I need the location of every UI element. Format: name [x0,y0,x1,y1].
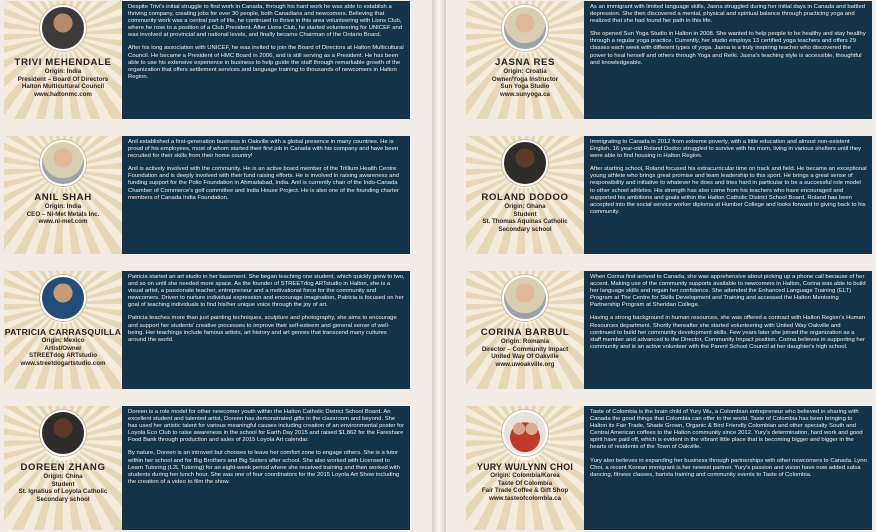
profile-card-trivi-mehendale [4,1,410,119]
profile-description [584,406,872,530]
description-paragraph: Anil is actively involved with the community. He is an active board member of the Trillium Health Centre Foundation and is deeply involved with their fund raising efforts. He is involved in raising awareness and funding support for the Polio Foundation in Ahmadabad, India. Anil is currently chair of the Indo-Canada Chamber of Commerce's golf committee and India House Project. He is also one of the founding charter members of Canada India Foundation. [128,166,400,201]
role: Student [51,480,75,488]
profile-panel [466,136,584,254]
profile-card-doreen-zhang [4,406,410,530]
person-name: JASNA RES [495,57,555,68]
profile-description [122,136,410,254]
origin: Origin: India [44,68,82,75]
origin: Origin: Croatia [503,68,547,75]
profile-card-yury-wu-lynn-choi [466,406,872,530]
organization: Halton Multicultural Council [21,83,105,91]
profile-card-roland-dodoo [466,136,872,254]
person-name: TRIVI MEHENDALE [14,57,112,68]
person-name: CORINA BARBUL [480,327,570,338]
profile-panel [466,1,584,119]
description-paragraph: Immigrating to Canada in 2012 from extreme poverty, with a little education and almost non-existent English, 16 year-old Roland Dodoo struggled to survive with his mom, living in various shelters until they were able to find housing in Halton Region. [590,139,862,160]
person-name: ANIL SHAH [34,192,92,203]
school-type: Secondary school [36,495,90,503]
profile-card-patricia-carrasquilla [4,271,410,389]
person-name: ROLAND DODOO [481,192,569,203]
website: www.tasteofcolombia.ca [489,494,561,502]
website: www.streetdogartstudio.com [20,359,106,367]
profile-panel [4,406,122,530]
origin: Origin: Ghana [504,203,546,210]
description-paragraph: Taste of Colombia is the brain child of Yury Wu, a Colombian entrepreneur who believed in sharing with Canada the good things that Colombia can offer to the world. Taste of Colombia has been bringing to Halton its Fair Trade, Shade Grown, Organic & Bird Friendly Colombian and other specialty South and Central American coffees to the Halton community since 2012. Yury's determination, hard work and good spirit have paid off, which is evident in the vibrant little place that is becoming bigger and bigger in the hearts of residents of the Town of Oakville. [590,409,863,451]
website: www.haltonmc.com [34,90,92,98]
profile-panel [4,1,122,119]
avatar [40,275,86,321]
origin: Origin: China [43,473,83,480]
profile-panel [466,271,584,389]
role: Director – Community Impact [481,345,569,353]
profile-card-anil-shah [4,136,410,254]
profile-description [122,271,410,389]
role: President – Board Of Directors [17,75,109,83]
person-name: YURY WU/LYNN CHOI [476,462,574,472]
profile-description [584,136,872,254]
website: www.sunyoga.ca [500,90,550,98]
description-paragraph: After his long association with UNICEF, he was invited to join the Board of Directors at Halton Multicultural Council. He became a President of HMC Board in 2006, and is still serving as a President. He has been able to use his extensive experience in business to help guide the staff through remarkable growth of the organization that offers settlement services and language training to thousands of newcomers in Halton Region. [128,45,404,80]
profile-description [122,406,410,530]
description-paragraph: Patricia started an art studio in her basement. She began teaching one student, which quickly grew to two, and so on until she needed more space. As the founder of STREETdog ARTstudio in Halton, she is a visual artist, a passionate teacher, entrepreneur and a motivational force for the community and newcomers. Driven to nurture individual expression and encourage imagination, Patricia is focused on her goal of teaching individuals to find his/her unique voice through the joy of art. [128,274,405,309]
profile-card-corina-barbul [466,271,872,389]
description-paragraph: Patricia teaches more than just painting techniques, sculpture and photography, she aims to encourage and support her students' creative processes to improve their self-esteem and general sense of well-being. Her teachings include famous artists, art history and art genres that transcend many cultures around the world. [128,315,397,343]
description-paragraph: Anil established a first-generation business in Oakville with a global presence in many countries. He is proud of his employees, most of whom started their first job in Canada with his company and have been recruited for their skills from their home country! [128,139,399,160]
description-paragraph: Doreen is a role model for other newcomer youth within the Halton Catholic District School Board. An excellent student and talented artist, Doreen has demonstrated gifts in the classroom and beyond. She has used her artistic talent for various meaningful causes including creation of an environmental poster for Loyola Eco Club to raise awareness in the school for Earth Day 2015 and raised $1,862 for the Fareshare Food Bank through production and sales of 2015 Loyola Art calendar. [128,409,405,444]
person-name: DOREEN ZHANG [20,462,106,473]
origin: Origin: India [44,203,82,210]
origin: Origin: Colombia/Korea [490,472,560,479]
description-paragraph: Having a strong background in human resources, she was offered a contract with Halton Region's Human Resources department. Shortly thereafter she started volunteering with United Way Oakville and continued to build her community development skills. Few years later she joined the organization as a staff member and advanced to the Director, Community Impact position. Corina believes in supporting her community and is an active volunteer with the Parent School Council at her daughter's high school. [590,315,866,350]
avatar [40,410,86,456]
organization: STREETdog ARTstudio [28,352,98,360]
avatar [502,140,548,186]
avatar [502,275,548,321]
profile-panel [4,136,122,254]
role: Owner/Yoga Instructor [491,75,559,83]
origin: Origin: Romania [500,338,550,345]
role: Artist/Owner [44,344,82,352]
profile-description [584,1,872,119]
profile-description [122,1,410,119]
website: www.ni-met.com [38,218,88,226]
avatar [40,5,86,51]
description-paragraph: By nature, Doreen is an introvert but chooses to leave her comfort zone to engage others. She is a tutor within her school and for Big Brothers and Big Sisters after school. She also worked with Licensed to Learn Tutoring (L2L Tutoring) for an eight-week period where she received training and then worked with students during her lunch hour. She was one of four coordinators for the 2015 Loyola Art Show including the creation of a video to film the show. [128,450,400,485]
avatar [502,410,548,456]
role: CEO – Ni-Met Metals Inc. [26,210,100,218]
profile-panel [466,406,584,530]
description-paragraph: As an immigrant with limited language skills, Jasna struggled during her initial days in Canada and battled depression. She then discovered a mental, physical and spiritual balance through practicing yoga and realized that she had found her path in this life. [590,4,866,25]
description-paragraph: After starting school, Roland focused his extracurricular time on track and field. He became an exceptional young athlete who brings great promise and team leadership to this sport. He brings a great sense of responsibility and initiative to whatever he does and tries hard in particular to be a successful role model to other school athletes. His strength has also come from his teachers who have encouraged and supported his ambitions and goals within the Halton Catholic District School Board. Roland has been accepted into the social service worker diploma at Humber College and looks forward to giving back to his community. [590,166,867,215]
description-paragraph: She opened Sun Yoga Studio in Halton in 2008. She wanted to help people to be healthy and stay healthy through a regular yoga practice. Currently, her studio employs 13 certified yoga teachers and offers 29 classes each week with different types of yoga. Jasna is a truly inspiring teacher who discovered the power to heal herself and others through Yoga and Reiki. Jasna's teaching style is accessible, thoughtful and knowledgeable. [590,31,866,66]
role: Student [513,210,537,218]
school: St. Thomas Aquinas Catholic [482,218,568,226]
description-paragraph: Despite Trivi's initial struggle to find work in Canada, through his hard work he was able to establish a thriving company, creating jobs for over 30 people, both Canadians and newcomers. Believing that community work was a central part of life, he continued to thrive in this area volunteering with Lions Club, where he rose to a position of a Club President. After Lions Club, he started volunteering for UNICEF and was involved at provincial and national levels, and finally became Chairman of the Ontario Board. [128,4,403,39]
avatar [502,5,548,51]
origin: Origin: Mexico [41,337,85,344]
avatar [40,140,86,186]
page-gutter [432,0,446,532]
organization: United Way Of Oakville [491,353,559,361]
school-type: Secondary school [498,225,552,233]
person-name: PATRICIA CARRASQUILLA [4,327,122,337]
profile-card-jasna-res [466,1,872,119]
school: St. Ignatius of Loyola Catholic [18,488,108,496]
description-paragraph: When Corina first arrived to Canada, she was apprehensive about picking up a phone call because of her accent. Making use of the community supports available to newcomers in Halton, Corina was able to build her language skills and regain her confidence. She attended the Enhanced Language Training (ELT) Program at The Centre for Skills Development and Training and accessed the Halton Mentoring Partnership Program at Sheridan College. [590,274,866,309]
website: www.uwoakville.org [495,360,555,368]
profile-panel [4,271,122,389]
description-paragraph: Yury also believes in expanding her business through partnerships with other newcomers to Canada. Lynn Choi, a recent Korean immigrant is her newest partner. Yury's passion and vision have now added salsa dancing, fitness classes, barista training and community events to Taste of Colombia. [590,457,867,478]
business-type: Fair Trade Coffee & Gift Shop [481,487,569,495]
organization: Taste Of Colombia [497,479,553,487]
profile-description [584,271,872,389]
organization: Sun Yoga Studio [500,83,550,91]
